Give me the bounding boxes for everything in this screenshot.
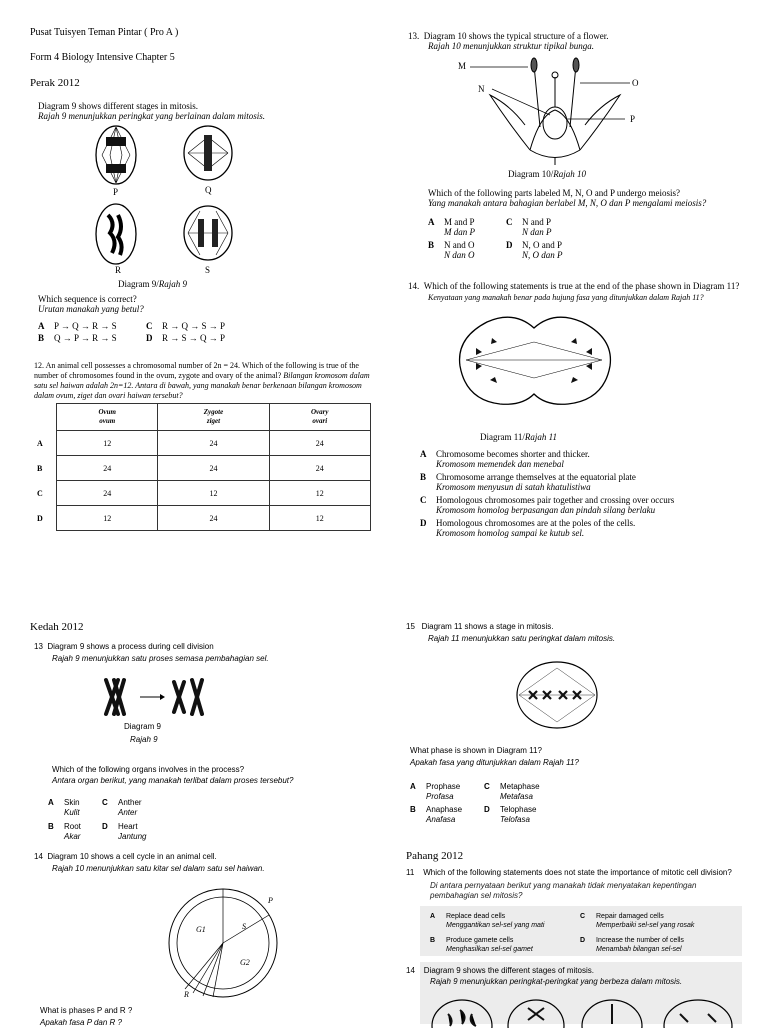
q13-option-c[interactable]: C N and P N dan P: [506, 217, 552, 237]
section-kedah: Kedah 2012: [30, 621, 84, 633]
kedah-diagram9-caption: Diagram 9: [124, 722, 161, 731]
q13-text-en: 13. Diagram 10 shows the typical structure of a flower.: [408, 31, 609, 41]
cell-cycle-diagram: [165, 885, 285, 1000]
cell-cycle-label-g2: G2: [240, 958, 250, 967]
q13-label-o: O: [632, 78, 639, 88]
kedah-q13-question-my: Antara organ berikut, yang manakah terlibat dalam proses tersebut?: [52, 776, 294, 785]
q14-text-en: 14. Which of the following statements is true at the end of the phase shown in Diagram 11?: [408, 281, 740, 291]
q12-table: Ovum ovum Zygote ziget Ovary ovari A 12 24 24 B 24 24 24 C 24 12 12 D 12 24 12: [36, 403, 371, 531]
q11-question-my: Urutan manakah yang betul?: [38, 304, 144, 314]
table-row: B 24 24 24: [36, 456, 371, 481]
diagram9-chromosomes: [100, 676, 210, 718]
q11-text-my: Rajah 9 menunjukkan peringkat yang berlainan dalam mitosis.: [38, 111, 265, 121]
diagram10-caption: Diagram 10/Rajah 10: [508, 169, 586, 179]
table-row: D 12 24 12: [36, 506, 371, 531]
header-line1: Pusat Tuisyen Teman Pintar ( Pro A ): [30, 27, 179, 38]
q13-label-n: N: [478, 84, 485, 94]
q14-option-a[interactable]: A Chromosome becomes shorter and thicker. Kromosom memendek dan menebal: [420, 449, 590, 469]
kedah-q14-question-en: What is phases P and R ?: [40, 1006, 133, 1015]
q11-option-c[interactable]: C R → Q → S → P: [146, 321, 226, 331]
diagram11-metaphase: [515, 660, 600, 730]
cell-cycle-label-s: S: [242, 922, 246, 931]
kedah-q15-question-en: What phase is shown in Diagram 11?: [410, 746, 542, 755]
kedah-q14-question-my: Apakah fasa P dan R ?: [40, 1018, 122, 1027]
pahang-mitosis-stages: [428, 994, 738, 1024]
pahang-q11-option-c[interactable]: C Repair damaged cells Memperbaiki sel-sel yang rosak: [580, 913, 695, 929]
kedah-q13-option-b[interactable]: B Root Akar: [48, 822, 81, 841]
kedah-q15-option-a[interactable]: A Prophase Profasa: [410, 782, 461, 801]
pahang-q14-text-my: Rajah 9 menunjukkan peringkat-peringkat yang berbeza dalam mitosis.: [430, 977, 683, 986]
diagram11-cell: [452, 318, 617, 408]
table-row: C 24 12 12: [36, 481, 371, 506]
kedah-q15-text-en: 15 Diagram 11 shows a stage in mitosis.: [406, 622, 554, 631]
q12-text: 12. An animal cell possesses a chromosomal number of 2n = 24. Which of the following is true of the number of chromosomes found in the ovum, zygote and ovary of the animal? Bilangan kromosom dalam satu sel haiwan adalah 2n=12. Antara di bawah, yang manakah benar berkenaan bilangan kromosom dalam ovum, ziget dan ovari haiwan tersebut?: [34, 361, 370, 400]
pahang-q11-option-d[interactable]: D Increase the number of cells Menambah bilangan sel-sel: [580, 937, 684, 953]
pahang-q11-text-my: Di antara pernyataan berikut yang manakah tidak menyatakan kepentingan pembahagian sel mitosis?: [430, 881, 697, 900]
kedah-diagram9-caption-my: Rajah 9: [130, 735, 158, 744]
header-line2: Form 4 Biology Intensive Chapter 5: [30, 52, 175, 63]
q11-option-b[interactable]: B Q → P → R → S: [38, 333, 117, 343]
pahang-q11-option-b[interactable]: B Produce gamete cells Menghasilkan sel-sel gamet: [430, 937, 533, 953]
q11-label-q: Q: [205, 185, 212, 195]
q11-label-p: P: [113, 187, 119, 197]
diagram10-flower: [470, 55, 640, 165]
section-perak: Perak 2012: [30, 77, 80, 89]
q11-option-d[interactable]: D R → S → Q → P: [146, 333, 226, 343]
pahang-q11-text-en: 11 Which of the following statements does not state the importance of mitotic cell division?: [406, 868, 732, 877]
kedah-q14-text-en: 14 Diagram 10 shows a cell cycle in an animal cell.: [34, 852, 217, 861]
kedah-q13-text-my: Rajah 9 menunjukkan satu proses semasa pembahagian sel.: [52, 654, 269, 663]
q13-question-my: Yang manakah antara bahagian berlabel M, N, O dan P mengalami meiosis?: [428, 198, 707, 208]
q13-label-m: M: [458, 61, 467, 71]
diagram11-caption: Diagram 11/Rajah 11: [480, 432, 557, 442]
diagram9-mitosis: [88, 123, 248, 273]
kedah-q13-question-en: Which of the following organs involves in the process?: [52, 765, 245, 774]
q11-label-s: S: [205, 265, 211, 275]
q13-text-my: Rajah 10 menunjukkan struktur tipikal bunga.: [428, 41, 594, 51]
q13-option-a[interactable]: A M and P M dan P: [428, 217, 475, 237]
table-row: A 12 24 24: [36, 431, 371, 456]
kedah-q15-option-c[interactable]: C Metaphase Metafasa: [484, 782, 540, 801]
kedah-q15-text-my: Rajah 11 menunjukkan satu peringkat dalam mitosis.: [428, 634, 616, 643]
q13-label-p: P: [630, 114, 636, 124]
kedah-q15-question-my: Apakah fasa yang ditunjukkan dalam Rajah 11?: [410, 758, 579, 767]
diagram9-caption: Diagram 9/Rajah 9: [118, 279, 187, 289]
q14-text-my: Kenyataan yang manakah benar pada hujung fasa yang ditunjukkan dalam Rajah 11?: [428, 293, 704, 302]
kedah-q13-text-en: 13 Diagram 9 shows a process during cell division: [34, 642, 214, 651]
kedah-q13-option-d[interactable]: D Heart Jantung: [102, 822, 147, 841]
q13-question-en: Which of the following parts labeled M, N, O and P undergo meiosis?: [428, 188, 680, 198]
kedah-q13-option-a[interactable]: A Skin Kulit: [48, 798, 80, 817]
q14-option-c[interactable]: C Homologous chromosomes pair together and crossing over occurs Kromosom homolog berpasangan dan pindah silang berlaku: [420, 495, 675, 515]
q13-option-d[interactable]: D N, O and P N, O dan P: [506, 240, 563, 260]
q11-label-r: R: [115, 265, 122, 275]
q13-option-b[interactable]: B N and O N dan O: [428, 240, 475, 260]
q11-text-en: Diagram 9 shows different stages in mitosis.: [38, 101, 199, 111]
cell-cycle-label-p: P: [268, 896, 273, 905]
q14-option-b[interactable]: B Chromosome arrange themselves at the equatorial plate Kromosom menyusun di satah khatulistiwa: [420, 472, 636, 492]
cell-cycle-label-r: R: [184, 990, 189, 999]
kedah-q13-option-c[interactable]: C Anther Anter: [102, 798, 142, 817]
pahang-q11-option-a[interactable]: A Replace dead cells Menggantikan sel-sel yang mati: [430, 913, 545, 929]
pahang-q14-text-en: 14 Diagram 9 shows the different stages of mitosis.: [406, 966, 594, 975]
kedah-q15-option-d[interactable]: D Telophase Telofasa: [484, 805, 537, 824]
q11-question-en: Which sequence is correct?: [38, 294, 137, 304]
kedah-q15-option-b[interactable]: B Anaphase Anafasa: [410, 805, 463, 824]
q11-option-a[interactable]: A P → Q → R → S: [38, 321, 117, 331]
q14-option-d[interactable]: D Homologous chromosomes are at the poles of the cells. Kromosom homolog sampai ke kutub sel.: [420, 518, 636, 538]
kedah-q14-text-my: Rajah 10 menunjukkan satu kitar sel dalam satu sel haiwan.: [52, 864, 265, 873]
cell-cycle-label-g1: G1: [196, 925, 206, 934]
section-pahang: Pahang 2012: [406, 850, 464, 862]
